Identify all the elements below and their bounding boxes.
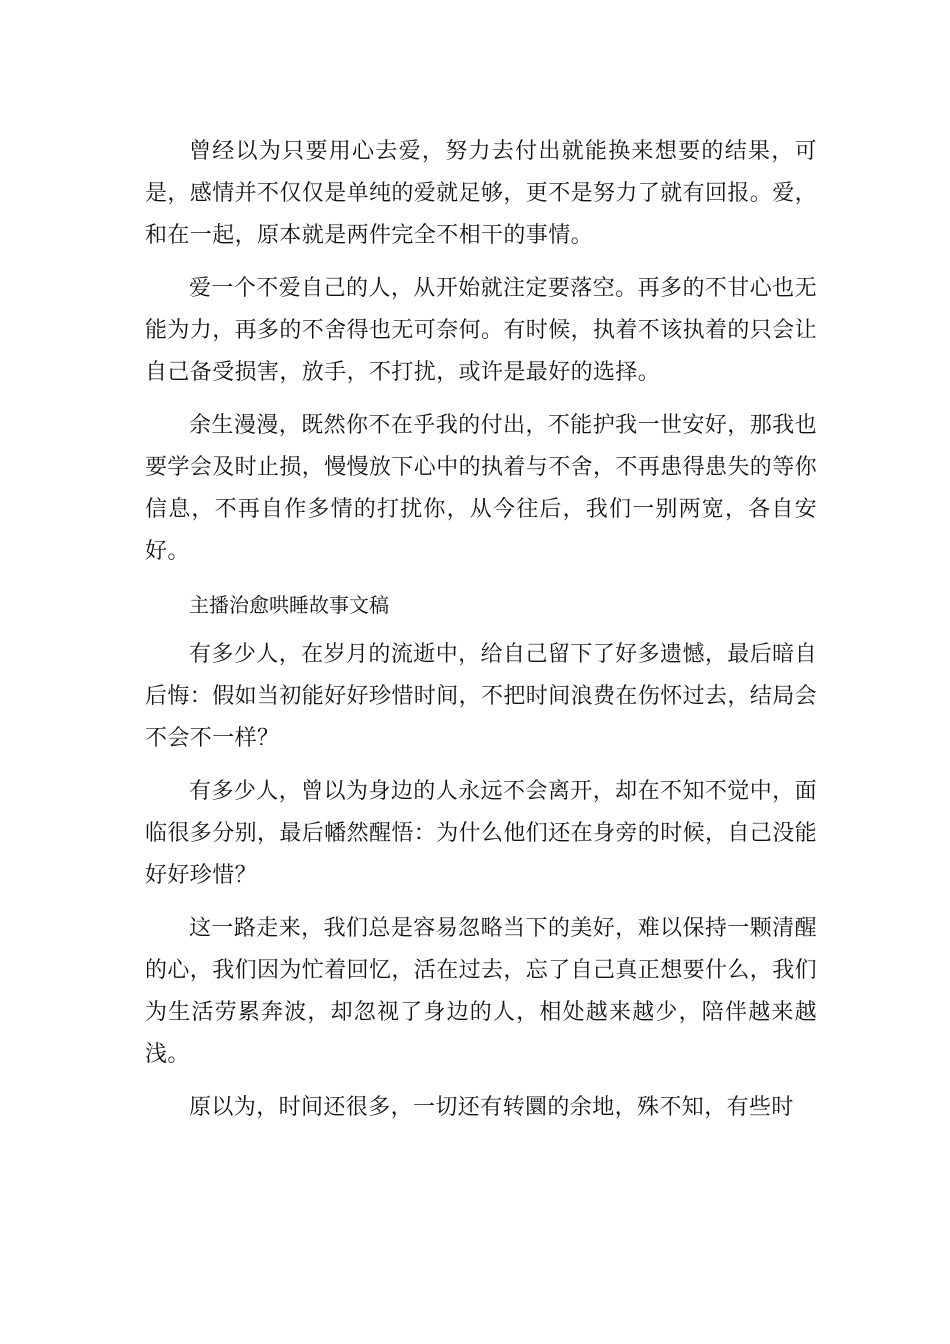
paragraph: 原以为，时间还很多，一切还有转圜的余地，殊不知，有些时 [189, 1095, 794, 1120]
paragraph: 有多少人，曾以为身边的人永远不会离开，却在不知不觉中，面临很多分别，最后幡然醒悟：为什么他们还在身旁的时候，自己没能好好珍惜？ [145, 779, 818, 888]
section-heading: 主播治愈哄睡故事文稿 [189, 593, 389, 617]
document-body [145, 131, 817, 1129]
paragraph: 这一路走来，我们总是容易忽略当下的美好，难以保持一颗清醒的心，我们因为忙着回忆，活在过去，忘了自己真正想要什么，我们为生活劳累奔波，却忽视了身边的人，相处越来越少，陪伴越来越浅。 [145, 916, 818, 1067]
paragraph: 有多少人，在岁月的流逝中，给自己留下了好多遗憾，最后暗自后悔：假如当初能好好珍惜时间，不把时间浪费在伤怀过去，结局会不会不一样？ [145, 642, 818, 751]
paragraph: 爱一个不爱自己的人，从开始就注定要落空。再多的不甘心也无能为力，再多的不舍得也无可奈何。有时候，执着不该执着的只会让自己备受损害，放手，不打扰，或许是最好的选择。 [145, 276, 818, 385]
paragraph: 余生漫漫，既然你不在乎我的付出，不能护我一世安好，那我也要学会及时止损，慢慢放下心中的执着与不舍，不再患得患失的等你信息，不再自作多情的打扰你，从今往后，我们一别两宽，各自安好。 [145, 413, 818, 564]
paragraph: 曾经以为只要用心去爱，努力去付出就能换来想要的结果，可是，感情并不仅仅是单纯的爱就足够，更不是努力了就有回报。爱，和在一起，原本就是两件完全不相干的事情。 [145, 139, 818, 248]
